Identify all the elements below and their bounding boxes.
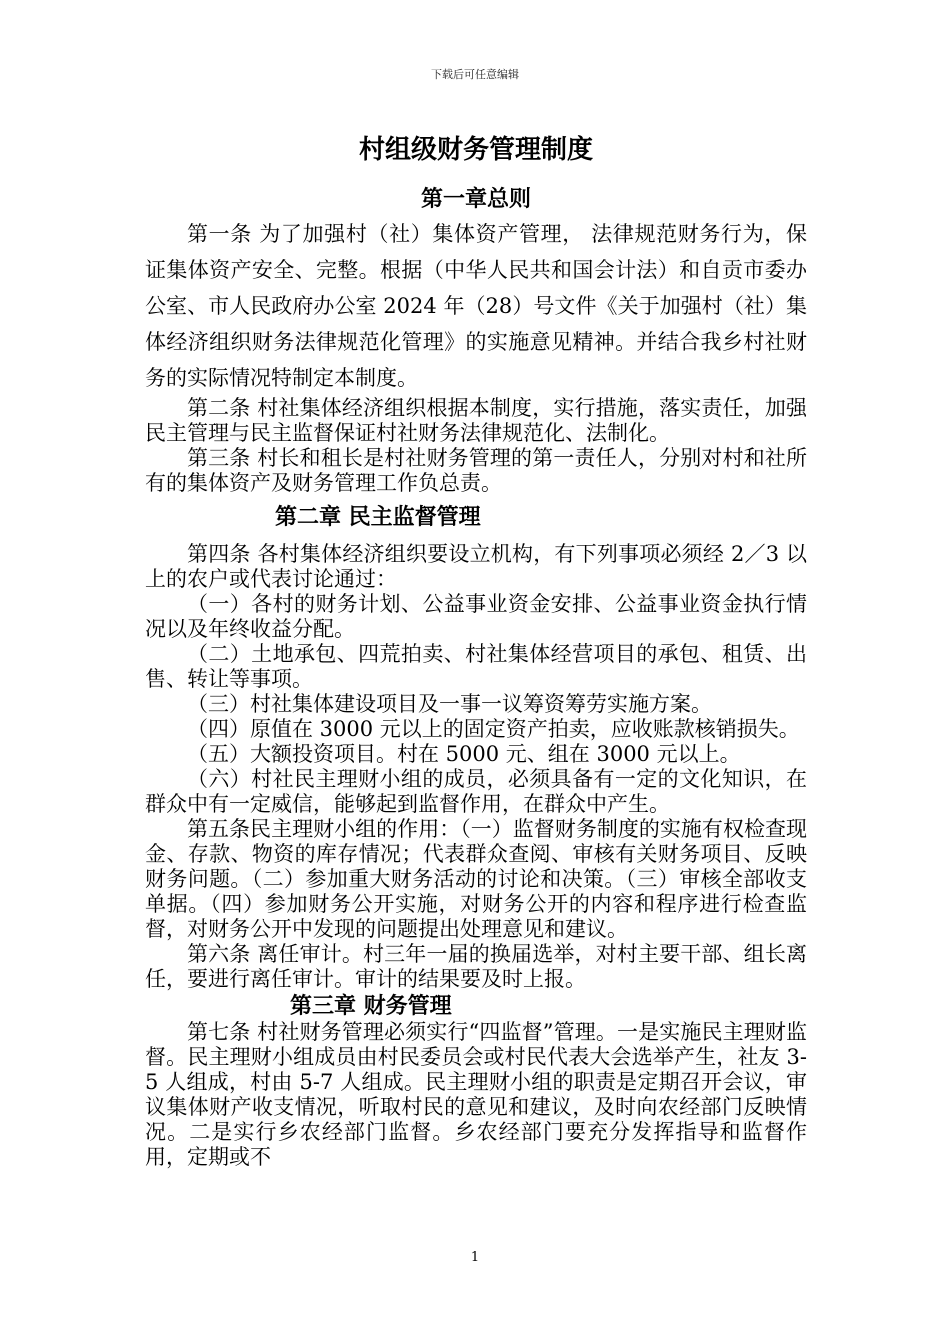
- list-item-1: （一）各村的财务计划、公益事业资金安排、公益事业资金执行情况以及年终收益分配。: [145, 592, 807, 641]
- chapter-heading-3: 第三章 财务管理: [290, 993, 452, 1019]
- page-header-note: 下载后可任意编辑: [431, 68, 519, 81]
- list-item-6: （六）村社民主理财小组的成员，必须具备有一定的文化知识，在群众中有一定威信，能够起到监督作用，在群众中产生。: [145, 767, 807, 816]
- article-2: 第二条 村社集体经济组织根据本制度，实行措施，落实责任，加强民主管理与民主监督保证村社财务法律规范化、法制化。: [145, 396, 807, 445]
- document-title: 村组级财务管理制度: [358, 135, 593, 165]
- article-6: 第六条 离任审计。村三年一届的换届选举，对村主要干部、组长离任，要进行离任审计。审计的结果要及时上报。: [145, 942, 807, 991]
- article-4: 第四条 各村集体经济组织要设立机构，有下列事项必须经 2／3 以上的农户或代表讨论通过：: [145, 542, 807, 591]
- chapter-heading-1: 第一章总则: [420, 186, 531, 212]
- chapter-heading-2: 第二章 民主监督管理: [275, 504, 481, 530]
- document-body: [145, 130, 807, 1170]
- list-item-4: （四）原值在 3000 元以上的固定资产拍卖，应收账款核销损失。: [187, 717, 800, 741]
- list-item-5: （五）大额投资项目。村在 5000 元、组在 3000 元以上。: [187, 742, 741, 766]
- article-1: 第一条 为了加强村（社）集体资产管理， 法律规范财务行为，保证集体资产安全、完整。根据（中华人民共和国会计法）和自贡市委办公室、市人民政府办公室 2024 年（28）号文件《关于加强村（社）集体经济组织财务法律规范化管理》的实施意见精神。并结合我乡村社财务的实际情况特制定本制度。: [145, 222, 807, 390]
- article-7: 第七条 村社财务管理必须实行“四监督”管理。一是实施民主理财监督。民主理财小组成员由村民委员会或村民代表大会选举产生，社友 3-5 人组成，村由 5-7 人组成。民主理财小组的职责是定期召开会议，审议集体财产收支情况，听取村民的意见和建议，及时向农经部门反映情况。二是实行乡农经部门监督。乡农经部门要充分发挥指导和监督作用，定期或不: [145, 1020, 807, 1169]
- article-5: 第五条民主理财小组的作用：（一）监督财务制度的实施有权检查现金、存款、物资的库存情况；代表群众查阅、审核有关财务项目、反映财务问题。（二）参加重大财务活动的讨论和决策。（三）审核全部收支单据。（四）参加财务公开实施，对财务公开的内容和程序进行检查监督，对财务公开中发现的问题提出处理意见和建议。: [145, 817, 807, 941]
- list-item-2: （二）土地承包、四荒拍卖、村社集体经营项目的承包、租赁、出售、转让等事项。: [145, 642, 807, 691]
- list-item-3: （三）村社集体建设项目及一事一议筹资筹劳实施方案。: [187, 692, 712, 716]
- article-3: 第三条 村长和租长是村社财务管理的第一责任人，分别对村和社所有的集体资产及财务管理工作负总责。: [145, 446, 807, 495]
- page-number: 1: [470, 1250, 480, 1265]
